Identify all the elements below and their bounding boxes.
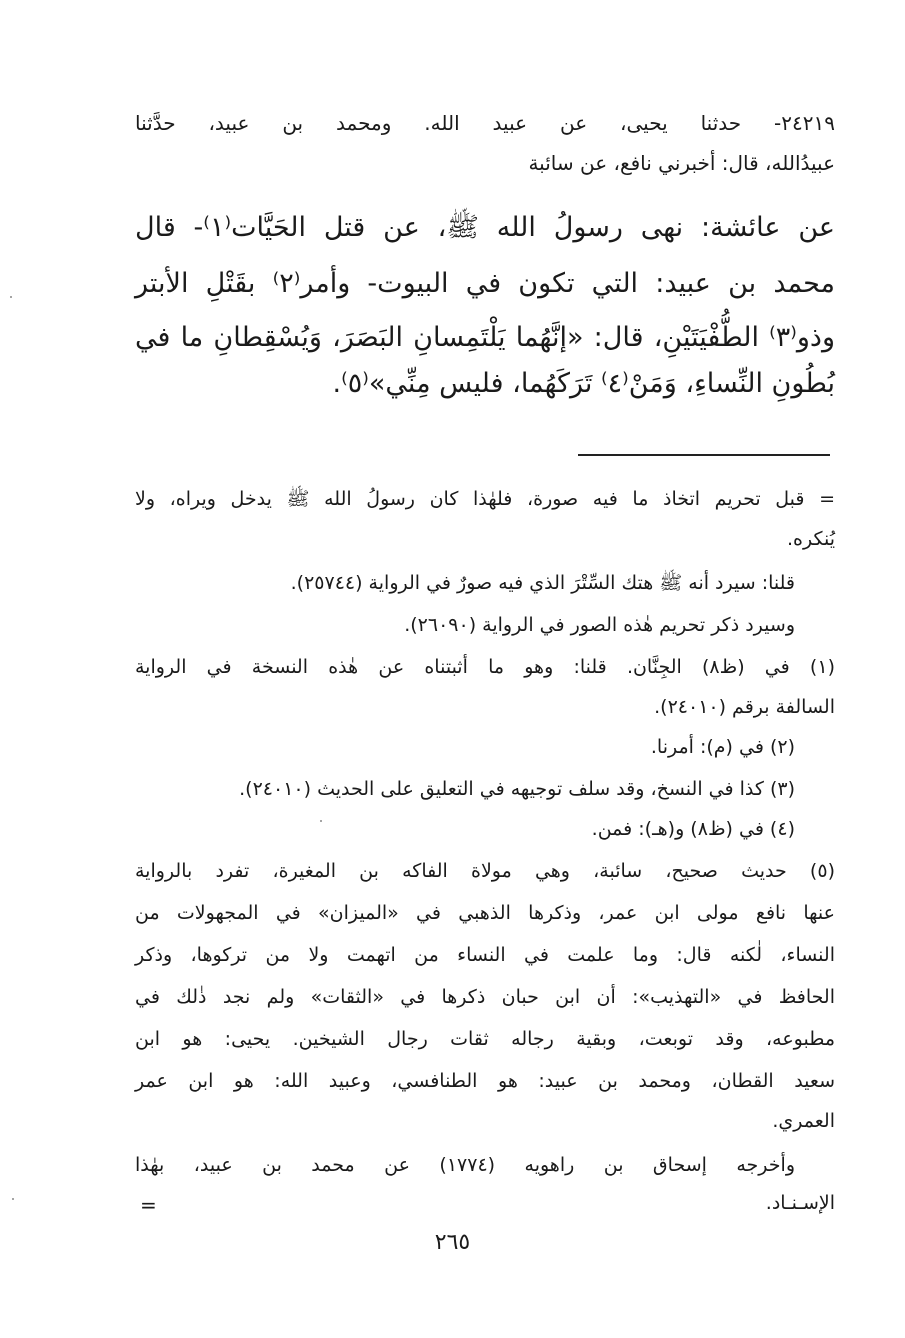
footnote-5-line-6: سعيد القطان، ومحمد بن عبيد: هو الطنافسي، وعبيد الله: هو ابن عمر xyxy=(135,1070,835,1092)
footnote-5-line-3: النساء، لٰكنه قال: وما علمت في النساء من اتهمت ولا من تركوها، وذكر xyxy=(135,944,835,966)
footnote-5-line-8: وأخرجه إسحاق بن راهويه (١٧٧٤) عن محمد بن عبيد، بهٰذا xyxy=(135,1154,795,1176)
footnote-1-line-2: السالفة برقم (٢٤٠١٠). xyxy=(654,696,835,718)
footnote-1-line-1: (١) في (ظ٨) الجِنَّان. قلنا: وهو ما أثبتناه عن هٰذه النسخة في الرواية xyxy=(135,656,835,678)
footnote-continued-line-1: = قبل تحريم اتخاذ ما فيه صورة، فلهٰذا كان رسولُ الله ﷺ يدخل ويراه، ولا xyxy=(135,488,835,510)
hadith-header-line-2: عبيدُالله، قال: أخبرني نافع، عن سائبة xyxy=(528,151,835,175)
scan-speck xyxy=(12,1198,14,1200)
footnote-note-line-2: وسيرد ذكر تحريم هٰذه الصور في الرواية (٢٦٠٩٠). xyxy=(404,614,795,636)
footnote-5-line-4: الحافظ في «التهذيب»: أن ابن حبان ذكرها في «الثقات» ولم نجد ذٰلك في xyxy=(135,986,835,1008)
footnote-4: (٤) في (ظ٨) و(هـ): فمن. xyxy=(591,818,795,840)
footnote-continued-line-2: يُنكره. xyxy=(787,528,835,550)
continuation-mark: = xyxy=(140,1193,157,1217)
footnote-5-line-7: العمري. xyxy=(772,1110,835,1132)
scan-speck xyxy=(10,296,12,298)
hadith-text-line-3: وذو⁽٣⁾ الطُّفْيَتَيْنِ، قال: «إنَّهُما يَلْتَمِسانِ البَصَرَ، وَيُسْقِطانِ ما في xyxy=(135,322,835,353)
hadith-text-line-2: محمد بن عبيد: التي تكون في البيوت- وأمر⁽٢⁾ بقَتْلِ الأبتر xyxy=(135,268,835,299)
footnote-5-line-9: الإسـنـاد. xyxy=(765,1192,835,1214)
footnote-5-line-2: عنها نافع مولى ابن عمر، وذكرها الذهبي في «الميزان» في المجهولات من xyxy=(135,902,835,924)
page-number: ٢٦٥ xyxy=(434,1230,471,1255)
hadith-text-line-4: بُطُونِ النِّساءِ، وَمَنْ⁽٤⁾ تَرَكَهُما، فليس مِنِّي»⁽٥⁾. xyxy=(332,368,835,399)
footnote-separator-rule xyxy=(578,454,830,456)
footnote-5-line-1: (٥) حديث صحيح، سائبة، وهي مولاة الفاكه بن المغيرة، تفرد بالرواية xyxy=(135,860,835,882)
footnote-note-line-1: قلنا: سيرد أنه ﷺ هتك السِّتْرَ الذي فيه صورٌ في الرواية (٢٥٧٤٤). xyxy=(290,572,795,594)
hadith-text-line-1: عن عائشة: نهى رسولُ الله ﷺ، عن قتل الحَيَّات⁽١⁾- قال xyxy=(135,212,835,243)
hadith-header-line-1: ٢٤٢١٩- حدثنا يحيى، عن عبيد الله. ومحمد بن عبيد، حدَّثنا xyxy=(135,111,835,135)
scan-speck xyxy=(320,820,322,822)
footnote-2: (٢) في (م): أمرنا. xyxy=(650,736,795,758)
footnote-3: (٣) كذا في النسخ، وقد سلف توجيهه في التعليق على الحديث (٢٤٠١٠). xyxy=(239,778,795,800)
footnote-5-line-5: مطبوعه، وقد توبعت، وبقية رجاله ثقات رجال الشيخين. يحيى: هو ابن xyxy=(135,1028,835,1050)
